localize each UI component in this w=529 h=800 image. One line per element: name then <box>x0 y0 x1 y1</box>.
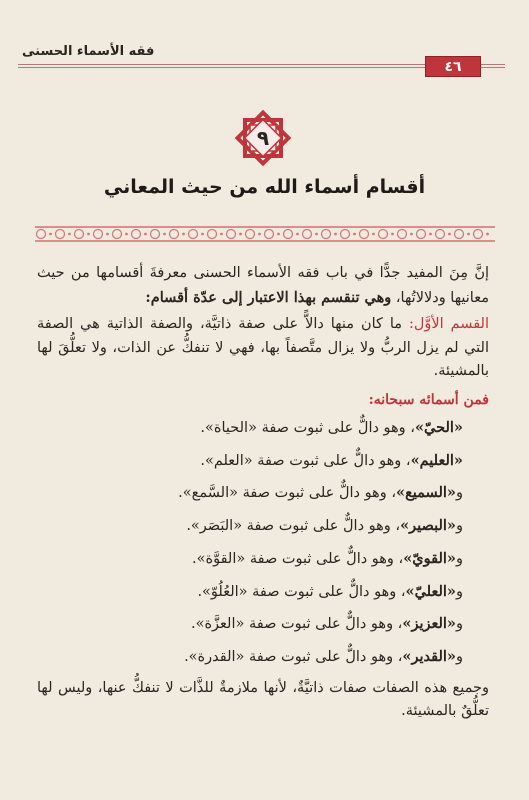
ornamental-divider <box>35 226 495 242</box>
rosette-ornament <box>113 230 122 239</box>
rosette-ornament <box>303 230 312 239</box>
example-item: و«العزيز»، وهو دالٌّ على ثبوت صفة «العزَّة». <box>190 615 463 633</box>
section1-text: ما كان منها دالاًّ على صفة ذاتيَّة، والصفة الذاتية هي الصفة التي لم يزل الربُّ ولا يزال متَّصفاً بها، فهي لا تنفكُّ عن الذات، ولا تعلُّقَ لها بالمشيئة. <box>37 316 489 379</box>
dot-ornament <box>220 233 223 236</box>
dot-ornament <box>239 233 242 236</box>
rosette-ornament <box>436 230 445 239</box>
example-item: و«القدير»، وهو دالٌّ على ثبوت صفة «القدرة». <box>184 647 463 665</box>
intro-text: إنَّ مِنَ المفيد جدًّا في باب فقه الأسماء الحسنى معرفةَ أقسامها من حيث معانيها ودلالاتُها، <box>37 265 489 306</box>
rosette-ornament <box>246 230 255 239</box>
rosette-ornament <box>455 230 464 239</box>
rosette-ornament <box>75 230 84 239</box>
rosette-ornament <box>189 230 198 239</box>
dot-ornament <box>448 233 451 236</box>
page-number: ٤٦ <box>444 58 462 75</box>
rosette-ornament <box>227 230 236 239</box>
page-number-box <box>425 56 481 77</box>
dot-ornament <box>182 233 185 236</box>
rosette-ornament <box>417 230 426 239</box>
dot-ornament <box>486 233 489 236</box>
dot-ornament <box>277 233 280 236</box>
dot-ornament <box>334 233 337 236</box>
dot-ornament <box>163 233 166 236</box>
dot-ornament <box>353 233 356 236</box>
rosette-ornament <box>398 230 407 239</box>
rosette-ornament <box>322 230 331 239</box>
dot-ornament <box>315 233 318 236</box>
intro-paragraph <box>37 262 489 310</box>
dot-ornament <box>391 233 394 236</box>
rosette-ornament <box>170 230 179 239</box>
dot-ornament <box>125 233 128 236</box>
example-item: و«البصير»، وهو دالٌّ على ثبوت صفة «البَصَر». <box>186 517 463 535</box>
dot-ornament <box>296 233 299 236</box>
example-item: و«القويّ»، وهو دالٌّ على ثبوت صفة «القوَّة». <box>192 549 463 567</box>
rosette-ornament <box>151 230 160 239</box>
rosette-ornament <box>265 230 274 239</box>
example-item: و«العليّ»، وهو دالٌّ على ثبوت صفة «العُلُوّ». <box>197 582 463 600</box>
page-header <box>0 0 529 90</box>
chapter-title: أقسام أسماء الله من حيث المعاني <box>103 176 426 198</box>
rosette-ornament <box>284 230 293 239</box>
dot-ornament <box>372 233 375 236</box>
dot-ornament <box>144 233 147 236</box>
chapter-badge <box>231 106 295 170</box>
dot-ornament <box>49 233 52 236</box>
rosette-ornament <box>132 230 141 239</box>
rosette-ornament <box>37 230 46 239</box>
rosette-ornament <box>56 230 65 239</box>
rosette-ornament <box>94 230 103 239</box>
closing-paragraph: وجميع هذه الصفات صفات ذاتيَّةٌ، لأنها ملازمةٌ للذَّات لا تنفكُّ عنها، وليس لها تعلُّقٌ بالمشيئة. <box>37 679 489 720</box>
example-item: و«السميع»، وهو دالٌّ على ثبوت صفة «السَّمع». <box>178 484 463 502</box>
rosette-ornament <box>379 230 388 239</box>
dot-ornament <box>201 233 204 236</box>
rosette-ornament <box>360 230 369 239</box>
dot-ornament <box>68 233 71 236</box>
section1-label: القسم الأوَّل: <box>408 316 489 332</box>
example-item: «الحيّ»، وهو دالٌّ على ثبوت صفة «الحياة». <box>200 419 463 436</box>
running-title: فقه الأسماء الحسنى <box>22 44 155 59</box>
example-item: «العليم»، وهو دالٌّ على ثبوت صفة «العلم». <box>200 451 463 469</box>
dot-ornament <box>429 233 432 236</box>
body-text <box>37 262 489 724</box>
dot-ornament <box>410 233 413 236</box>
rosette-ornament <box>208 230 217 239</box>
rosette-ornament <box>474 230 483 239</box>
chapter-number: ٩ <box>256 126 270 150</box>
dot-ornament <box>467 233 470 236</box>
examples-heading: فمن أسمائه سبحانه: <box>368 391 489 408</box>
dot-ornament <box>258 233 261 236</box>
dot-ornament <box>106 233 109 236</box>
rosette-ornament <box>341 230 350 239</box>
dot-ornament <box>87 233 90 236</box>
intro-bold-text: وهي تنقسم بهذا الاعتبار إلى عدّة أقسام: <box>145 288 392 306</box>
section1-paragraph <box>37 313 489 384</box>
